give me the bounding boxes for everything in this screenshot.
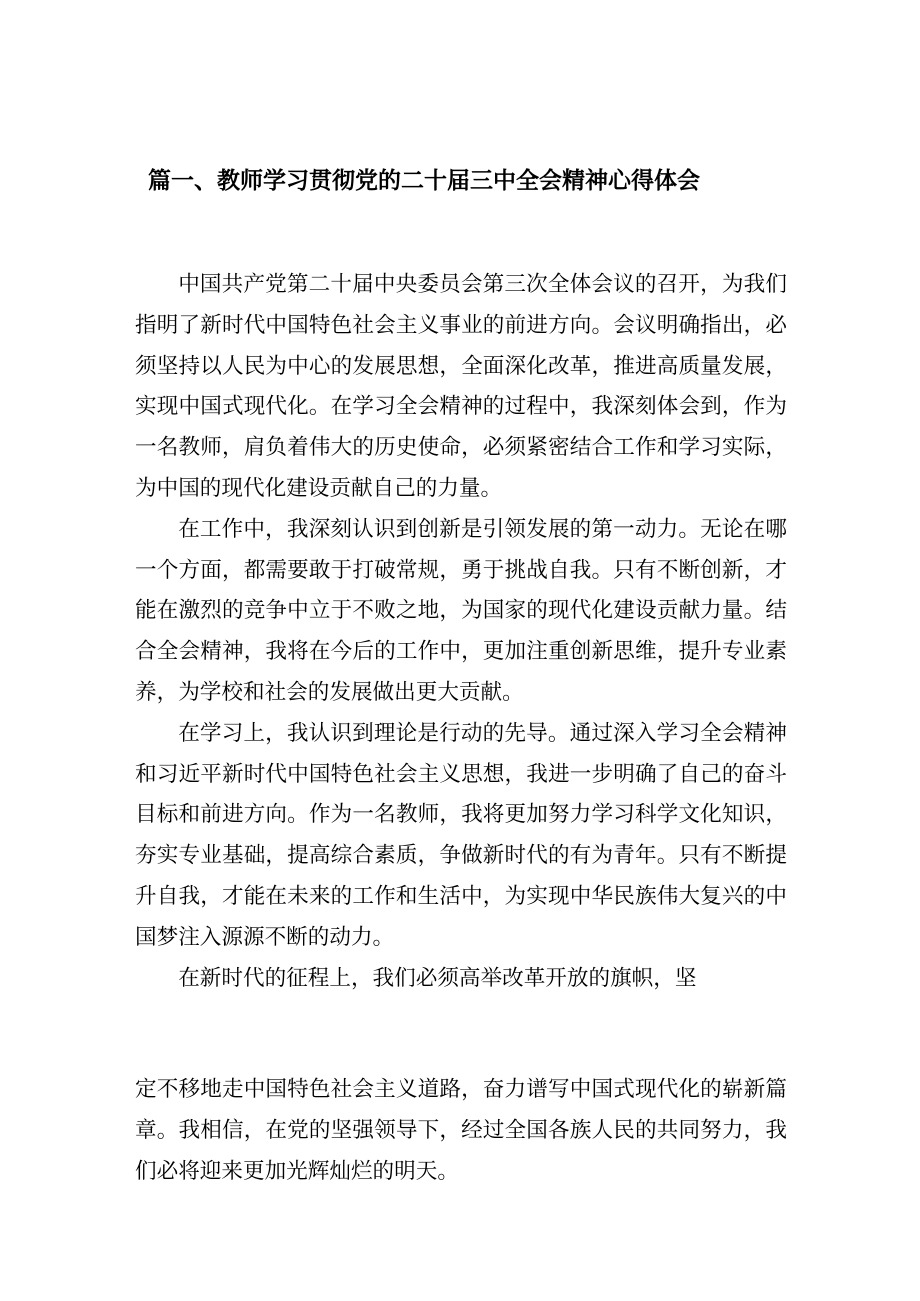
paragraph-4: 在新时代的征程上，我们必须高举改革开放的旗帜，坚 bbox=[178, 965, 697, 991]
document-body bbox=[135, 265, 787, 999]
paragraph-4-continuation: 定不移地走中国特色社会主义道路，奋力谱写中国式现代化的崭新篇章。我相信，在党的坚强领导下，经过全国各族人民的共同努力，我们必将迎来更加光辉灿烂的明天。 bbox=[135, 1077, 787, 1184]
document-body-continued bbox=[135, 1070, 787, 1192]
paragraph-3: 在学习上，我认识到理论是行动的先导。通过深入学习全会精神和习近平新时代中国特色社会主义思想，我进一步明确了自己的奋斗目标和前进方向。作为一名教师，我将更加努力学习科学文化知识，夯实专业基础，提高综合素质，争做新时代的有为青年。只有不断提升自我，才能在未来的工作和生活中，为实现中华民族伟大复兴的中国梦注入源源不断的动力。 bbox=[135, 720, 787, 950]
document-title: 篇一、教师学习贯彻党的二十届三中全会精神心得体会 bbox=[148, 168, 700, 194]
paragraph-1: 中国共产党第二十届中央委员会第三次全体会议的召开，为我们指明了新时代中国特色社会主义事业的前进方向。会议明确指出，必须坚持以人民为中心的发展思想，全面深化改革，推进高质量发展，实现中国式现代化。在学习全会精神的过程中，我深刻体会到，作为一名教师，肩负着伟大的历史使命，必须紧密结合工作和学习实际，为中国的现代化建设贡献自己的力量。 bbox=[135, 272, 787, 501]
paragraph-2: 在工作中，我深刻认识到创新是引领发展的第一动力。无论在哪一个方面，都需要敢于打破常规，勇于挑战自我。只有不断创新，才能在激烈的竞争中立于不败之地，为国家的现代化建设贡献力量。结合全会精神，我将在今后的工作中，更加注重创新思维，提升专业素养，为学校和社会的发展做出更大贡献。 bbox=[135, 516, 787, 705]
